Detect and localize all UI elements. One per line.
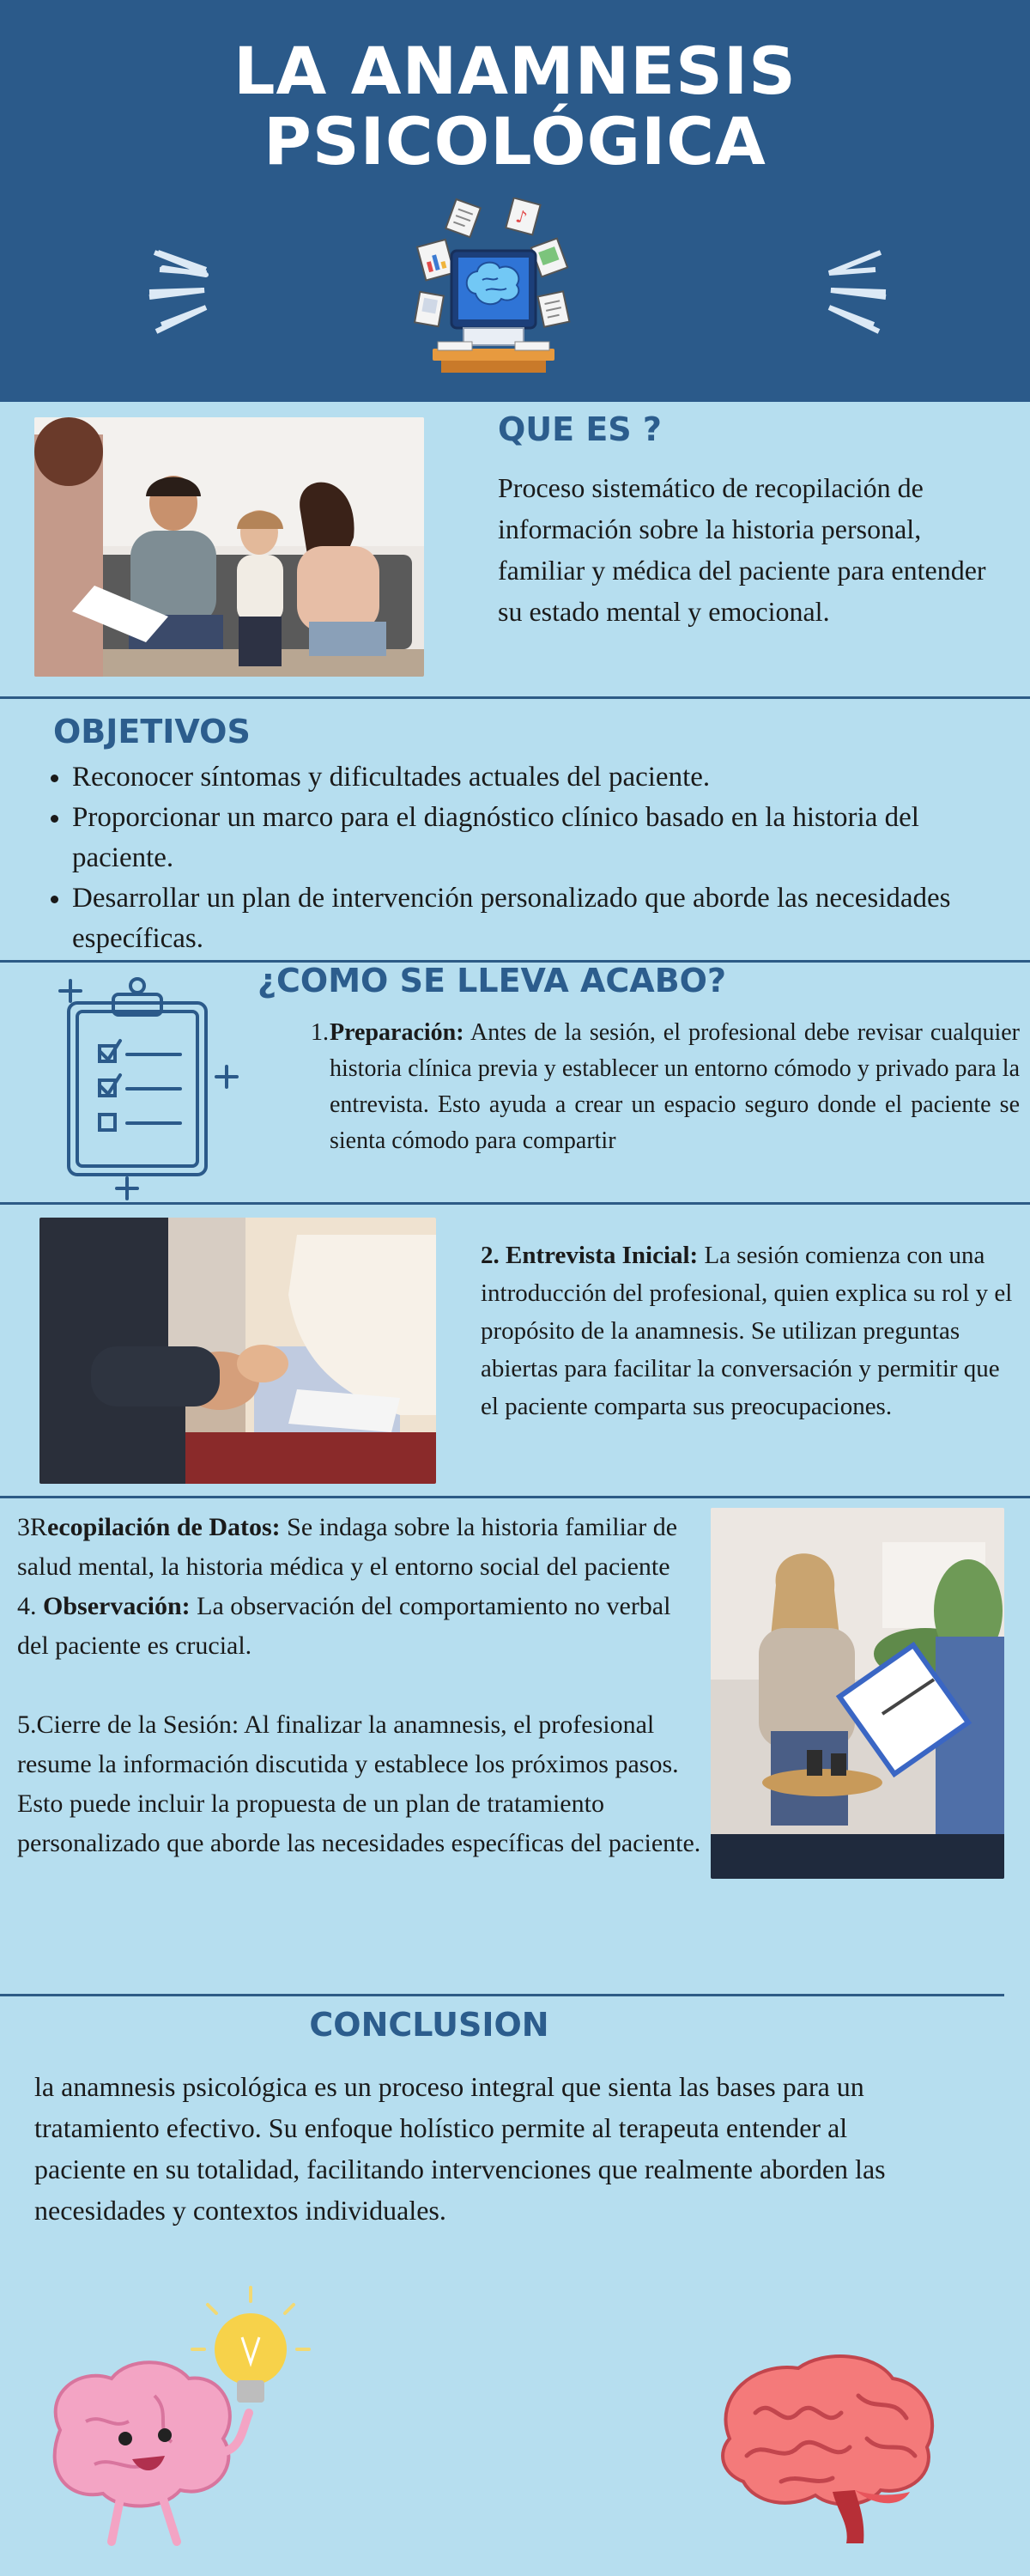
step-5: 5.Cierre de la Sesión: Al finalizar la anamnesis, el profesional resume la información discutida y establece los próximos pasos. Esto puede incluir la propuesta de un plan de tratamiento personalizado que aborde las necesidades específicas del paciente. xyxy=(17,1710,701,1857)
step-3-title: ecopilación de Datos: xyxy=(47,1513,281,1541)
page-title xyxy=(0,33,1030,179)
svg-text:♪: ♪ xyxy=(513,205,530,228)
divider xyxy=(0,1496,1030,1498)
step-3-text: Se indaga sobre la historia familiar de salud mental, la historia médica y el entorno social del paciente xyxy=(17,1513,678,1581)
que-es-heading: QUE ES ? xyxy=(498,410,662,448)
list-item: • Proporcionar un marco para el diagnóstico clínico basado en la historia del paciente. xyxy=(72,798,1004,878)
step-4-text: La observación del comportamiento no verbal del paciente es crucial. xyxy=(17,1592,671,1660)
step-2 xyxy=(481,1236,1021,1425)
step-4-title: Observación: xyxy=(43,1592,191,1620)
step-3 xyxy=(17,1508,704,1587)
therapy-session-photo xyxy=(711,1508,1004,1879)
step-4-prefix: 4. xyxy=(17,1592,43,1620)
family-therapy-photo xyxy=(34,417,424,677)
divider xyxy=(0,696,1030,699)
step-1-title: Preparación: xyxy=(330,1019,464,1046)
checklist-icon xyxy=(52,969,258,1206)
conclusion-text: la anamnesis psicológica es un proceso integral que sienta las bases para un tratamiento efectivo. Su enfoque holístico permite al terapeuta entender al paciente en su totalidad, facilitando intervenciones que realmente aborden las necesidades y contextos individuales. xyxy=(34,2071,886,2226)
step-3-prefix: 3R xyxy=(17,1513,48,1541)
title-line-1: LA ANAMNESIS xyxy=(233,33,797,109)
objetivos-list xyxy=(34,757,1004,959)
step-4 xyxy=(17,1587,704,1666)
list-item: • Reconocer síntomas y dificultades actuales del paciente. xyxy=(72,757,1004,798)
divider xyxy=(0,1202,1030,1205)
brain-icon xyxy=(704,2344,944,2550)
step-1-number: 1. xyxy=(311,1019,329,1046)
step-2-title: 2. Entrevista Inicial: xyxy=(481,1242,699,1269)
como-heading: ¿COMO SE LLEVA ACABO? xyxy=(258,962,727,999)
burst-lines-right-icon xyxy=(822,246,891,340)
que-es-text: Proceso sistemático de recopilación de información sobre la historia personal, familiar y médica del paciente para entender su estado mental y emocional. xyxy=(498,472,986,627)
conclusion-heading: CONCLUSION xyxy=(309,2006,549,2044)
interview-hands-photo xyxy=(39,1218,436,1484)
step-1 xyxy=(311,1015,1020,1159)
step-2-text: La sesión comienza con una introducción del profesional, quien explica su rol y el propósito de la anamnesis. Se utilizan preguntas abiertas para facilitar la conversación y permitir que el paciente comparta sus preocupaciones. xyxy=(481,1242,1013,1420)
divider xyxy=(0,1994,1004,1996)
title-line-2: PSICOLÓGICA xyxy=(264,103,766,179)
brain-lightbulb-icon xyxy=(26,2284,318,2559)
step-1-text: Antes de la sesión, el profesional debe revisar cualquier historia clínica previa y establecer un entorno cómodo y privado para la entrevista. Esto ayuda a crear un espacio seguro donde el paciente se sienta cómodo para compartir xyxy=(330,1019,1020,1154)
objetivos-heading: OBJETIVOS xyxy=(53,713,251,750)
burst-lines-left-icon xyxy=(144,246,213,340)
steps-3-5 xyxy=(17,1508,704,1863)
list-item: • Desarrollar un plan de intervención personalizado que aborde las necesidades específicas. xyxy=(72,878,1004,959)
brain-computer-icon xyxy=(403,197,584,395)
